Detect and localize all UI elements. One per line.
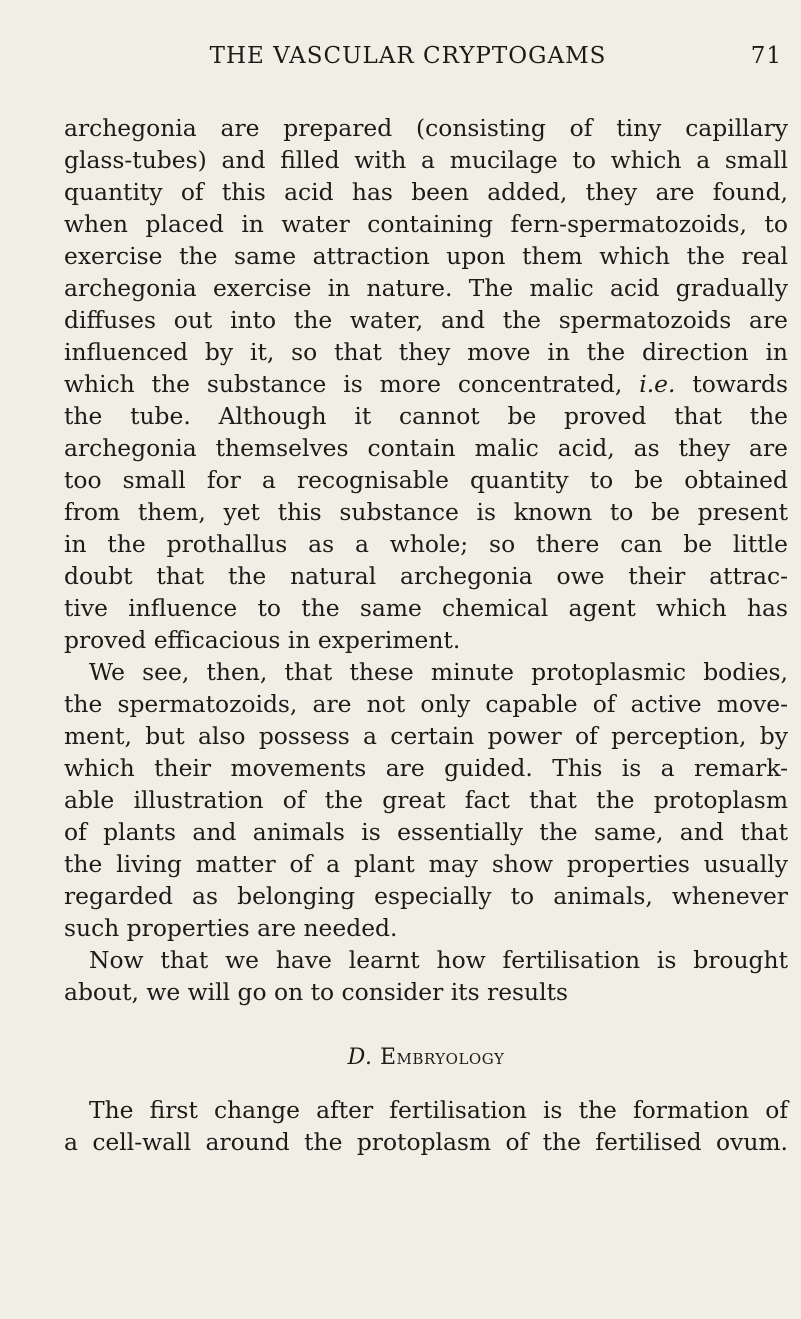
text-line-with-italic: which the substance is more concentrated, i.e. towards [64, 370, 788, 398]
section-title: Embryology [380, 1045, 505, 1070]
paragraph [64, 944, 788, 1008]
text-line: archegonia exercise in nature. The malic acid gradually [64, 274, 788, 302]
text-line: such properties are needed. [64, 914, 398, 942]
paragraph [64, 656, 788, 944]
text-line: the spermatozoids, are not only capable of active move- [64, 690, 788, 718]
text-line: of plants and animals is essentially the same, and that [64, 818, 788, 846]
text-line: the tube. Although it cannot be proved that the [64, 402, 788, 430]
text-line: quantity of this acid has been added, they are found, [64, 178, 788, 206]
running-header [64, 43, 788, 69]
text-line: too small for a recognisable quantity to be obtained [64, 466, 788, 494]
text-line: ment, but also possess a certain power of perception, by [64, 722, 788, 750]
text-line: about, we will go on to consider its results [64, 978, 568, 1006]
text-line: from them, yet this substance is known to be present [64, 498, 788, 526]
section-heading [64, 1032, 788, 1084]
text-line: when placed in water containing fern-spermatozoids, to [64, 210, 788, 238]
text-line: a cell-wall around the protoplasm of the fertilised ovum. [64, 1128, 788, 1156]
text-line: diffuses out into the water, and the spermatozoids are [64, 306, 788, 334]
text-line: glass-tubes) and filled with a mucilage to which a small [64, 146, 788, 174]
text-line: archegonia are prepared (consisting of tiny capillary [64, 114, 788, 142]
text-line: We see, then, that these minute protoplasmic bodies, [89, 658, 788, 686]
text-line: the living matter of a plant may show properties usually [64, 850, 788, 878]
text-line: regarded as belonging especially to animals, whenever [64, 882, 788, 910]
text-line: in the prothallus as a whole; so there can be little [64, 530, 788, 558]
text-line: exercise the same attraction upon them which the real [64, 242, 788, 270]
italic-abbreviation: i.e. [639, 370, 676, 398]
page-number: 71 [750, 43, 782, 69]
text-line: which their movements are guided. This is a remark- [64, 754, 788, 782]
body-text [64, 112, 788, 1158]
text-line: archegonia themselves contain malic acid, as they are [64, 434, 788, 462]
text-line: Now that we have learnt how fertilisation is brought [89, 946, 788, 974]
section-letter: D. [347, 1045, 373, 1070]
text-line: The first change after fertilisation is the formation of [89, 1096, 788, 1124]
paragraph [64, 1094, 788, 1158]
text-line: doubt that the natural archegonia owe their attrac- [64, 562, 788, 590]
text-line: tive influence to the same chemical agent which has [64, 594, 788, 622]
text-line: influenced by it, so that they move in the direction in [64, 338, 788, 366]
running-title: THE VASCULAR CRYPTOGAMS [209, 43, 607, 69]
text-line: proved efficacious in experiment. [64, 626, 461, 654]
paragraph [64, 112, 788, 656]
text-line: able illustration of the great fact that the protoplasm [64, 786, 788, 814]
